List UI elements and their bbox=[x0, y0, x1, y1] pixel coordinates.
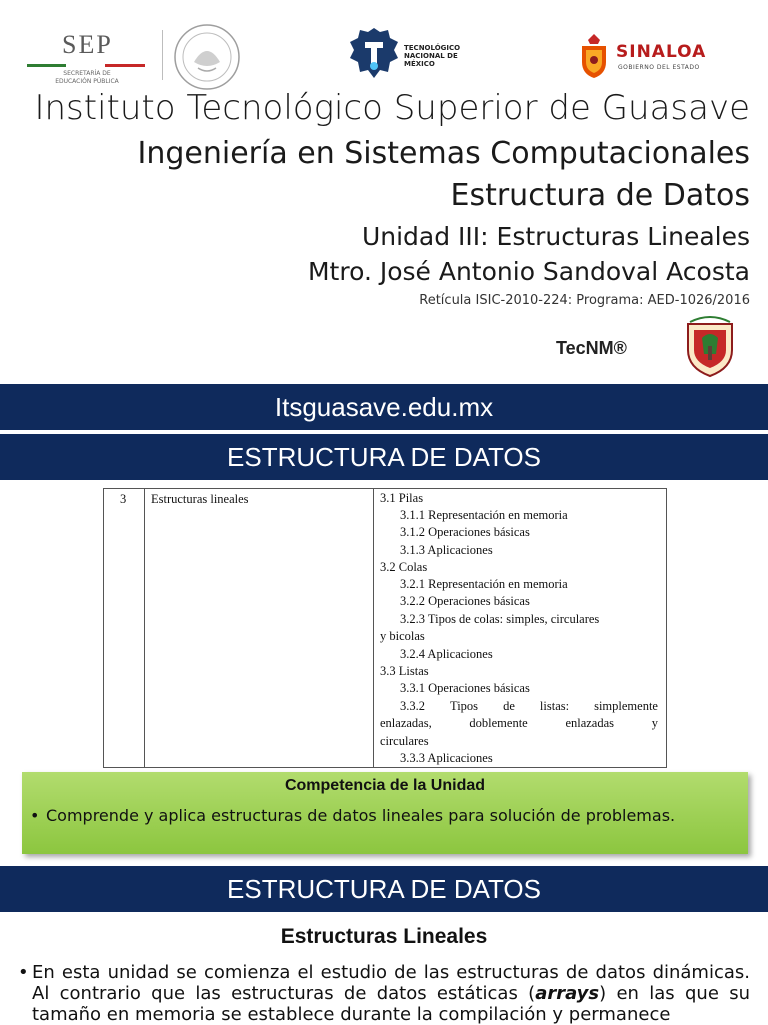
sep-logo bbox=[22, 30, 152, 90]
body-paragraph bbox=[18, 962, 750, 1025]
topic-line: 3.2 Colas bbox=[380, 560, 428, 574]
topic-word: doblemente bbox=[469, 716, 528, 730]
topic-line: 3.3 Listas bbox=[380, 664, 429, 678]
logo-divider bbox=[162, 30, 163, 80]
itsg-crest-icon bbox=[680, 310, 740, 378]
tecnm-gear-icon bbox=[348, 26, 400, 82]
topic-word: enlazadas, bbox=[380, 716, 432, 730]
sinaloa-subtitle: GOBIERNO DEL ESTADO bbox=[618, 64, 700, 71]
teacher-name: Mtro. José Antonio Sandoval Acosta bbox=[307, 257, 750, 286]
syllabus-number-cell bbox=[104, 489, 145, 767]
career-title: Ingeniería en Sistemas Computacionales bbox=[137, 136, 750, 171]
topic-word: enlazadas bbox=[565, 716, 615, 730]
paragraph-text: En esta unidad se comienza el estudio de las estructuras de datos dinámicas. Al contrario que las estructuras de datos estáticas ( bbox=[32, 962, 750, 1004]
topic-line: 3.2.2 Operaciones básicas bbox=[400, 594, 530, 608]
unit-title: Unidad III: Estructuras Lineales bbox=[361, 222, 750, 251]
topic-line: 3.2.1 Representación en memoria bbox=[400, 577, 568, 591]
tecnm-wordmark: TecNM® bbox=[556, 338, 627, 358]
website-bar: Itsguasave.edu.mx bbox=[0, 384, 768, 430]
paragraph-emphasis: arrays bbox=[535, 983, 600, 1004]
topic-line: 3.2.3 Tipos de colas: simples, circulares bbox=[400, 612, 600, 626]
tecnm-logo bbox=[348, 26, 468, 82]
tecnm-logo-text: TECNOLÓGICO NACIONAL DE MÉXICO bbox=[404, 44, 461, 68]
section-title-bar: ESTRUCTURA DE DATOS bbox=[0, 434, 768, 480]
section-heading: Estructuras Lineales bbox=[280, 925, 488, 948]
reticula-text: Retícula ISIC-2010-224: Programa: AED-1026/2016 bbox=[419, 293, 750, 308]
topic-line: 3.1.3 Aplicaciones bbox=[400, 543, 493, 557]
topic-word: y bbox=[651, 716, 658, 730]
competencia-title: Competencia de la Unidad bbox=[284, 777, 486, 794]
syllabus-name-cell bbox=[145, 489, 374, 767]
section-title-bar-2: ESTRUCTURA DE DATOS bbox=[0, 866, 768, 912]
topic-line: 3.3.3 Aplicaciones bbox=[400, 751, 493, 765]
topic-word: simplemente bbox=[594, 699, 658, 713]
sinaloa-title: SINALOA bbox=[616, 42, 707, 62]
topic-line-justified bbox=[380, 716, 658, 731]
topic-line-justified bbox=[400, 699, 658, 714]
sinaloa-shield-icon bbox=[578, 32, 610, 80]
syllabus-number: 3 bbox=[120, 492, 127, 506]
bullet: • bbox=[18, 962, 29, 983]
topic-line: 3.2.4 Aplicaciones bbox=[400, 647, 493, 661]
bullet: • bbox=[30, 806, 40, 825]
topic-line: 3.1.2 Operaciones básicas bbox=[400, 525, 530, 539]
topic-line: y bicolas bbox=[380, 629, 425, 643]
syllabus-topics-cell bbox=[374, 489, 664, 767]
topic-word: Tipos bbox=[450, 699, 479, 713]
paragraph-text: ) en las que su tamaño en memoria se establece durante la compilación y permanece bbox=[32, 983, 751, 1025]
institute-title: Instituto Tecnológico Superior de Guasave bbox=[34, 88, 750, 128]
syllabus-table bbox=[103, 488, 667, 768]
sep-logo-subtext: SECRETARÍA DE EDUCACIÓN PÚBLICA bbox=[55, 70, 119, 85]
sinaloa-logo bbox=[578, 32, 718, 82]
subject-title: Estructura de Datos bbox=[450, 178, 750, 213]
syllabus-name: Estructuras lineales bbox=[151, 492, 249, 506]
topic-word: de bbox=[503, 699, 515, 713]
mexico-seal-icon bbox=[172, 22, 242, 92]
sep-logo-text: SEP bbox=[62, 30, 113, 59]
competencia-box bbox=[22, 772, 748, 854]
sep-flag-line bbox=[27, 64, 145, 67]
topic-line: 3.1 Pilas bbox=[380, 491, 424, 505]
topic-word: 3.3.2 bbox=[400, 699, 425, 713]
topic-word: listas: bbox=[539, 699, 570, 713]
competencia-text: Comprende y aplica estructuras de datos lineales para solución de problemas. bbox=[46, 806, 676, 825]
topic-line: 3.1.1 Representación en memoria bbox=[400, 508, 568, 522]
topic-line: 3.3.1 Operaciones básicas bbox=[400, 681, 530, 695]
topic-line: circulares bbox=[380, 734, 429, 748]
